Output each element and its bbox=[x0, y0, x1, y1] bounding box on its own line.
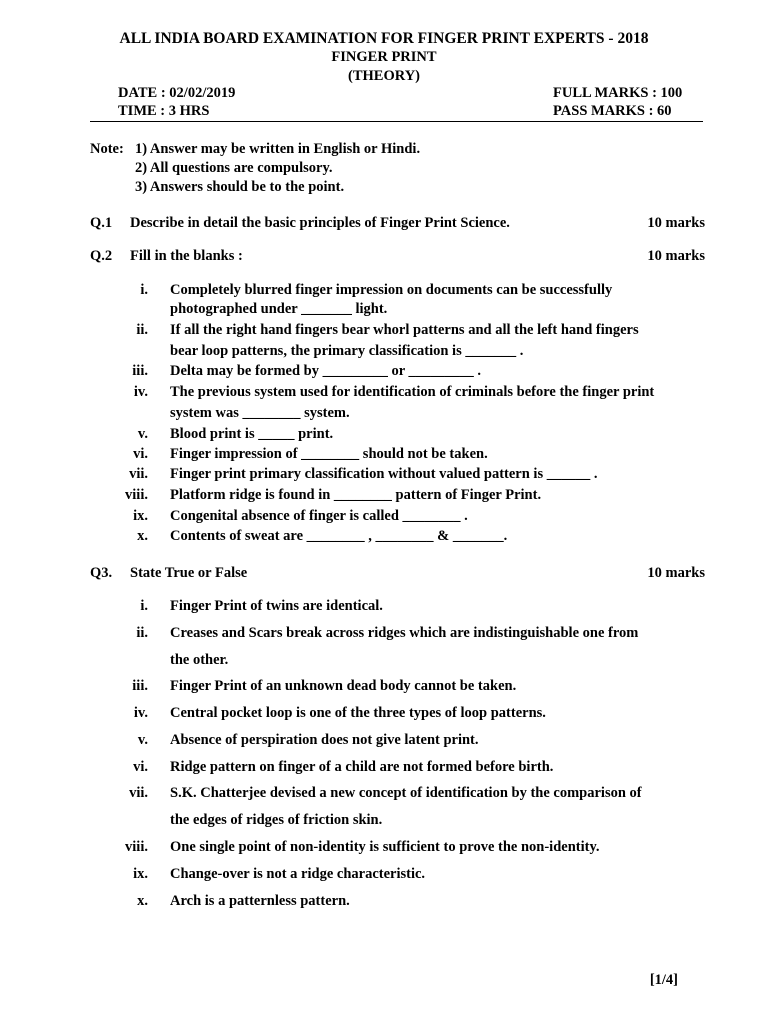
q2-item-number: i. bbox=[140, 282, 148, 298]
exam-title: ALL INDIA BOARD EXAMINATION FOR FINGER PRINT EXPERTS - 2018 bbox=[119, 30, 649, 47]
q2-number: Q.2 bbox=[90, 248, 113, 264]
q2-item-text: Delta may be formed by _________ or _________ . bbox=[170, 363, 482, 379]
q2-item-text: system was ________ system. bbox=[170, 405, 350, 421]
q3-item-number: iv. bbox=[133, 705, 148, 721]
q2-item-text: photographed under _______ light. bbox=[170, 301, 388, 317]
q3-marks: 10 marks bbox=[647, 565, 705, 581]
q2-item-text: Platform ridge is found in ________ pattern of Finger Print. bbox=[170, 487, 542, 503]
q2-item-number: viii. bbox=[125, 487, 148, 503]
q3-item-text: Arch is a patternless pattern. bbox=[170, 893, 350, 909]
q2-item-number: v. bbox=[137, 426, 148, 442]
q3-item-text: the other. bbox=[170, 652, 229, 668]
q2-item-number: ix. bbox=[133, 508, 148, 524]
q1-marks: 10 marks bbox=[647, 215, 705, 231]
q2-item-number: x. bbox=[137, 528, 148, 544]
note-item-2: 2) All questions are compulsory. bbox=[135, 160, 333, 176]
q3-item-number: x. bbox=[137, 893, 148, 909]
subject-title: FINGER PRINT bbox=[331, 49, 437, 65]
header-divider bbox=[90, 121, 703, 122]
q2-item-number: iv. bbox=[133, 384, 148, 400]
exam-date: DATE : 02/02/2019 bbox=[118, 85, 236, 101]
q2-text: Fill in the blanks : bbox=[130, 248, 243, 264]
q3-item-text: the edges of ridges of friction skin. bbox=[170, 812, 383, 828]
q3-item-text: Creases and Scars break across ridges which are indistinguishable one from bbox=[170, 625, 639, 641]
q2-item-number: vii. bbox=[129, 466, 148, 482]
q2-item-text: Congenital absence of finger is called ________ . bbox=[170, 508, 468, 524]
q3-text: State True or False bbox=[130, 565, 248, 581]
note-item-1: 1) Answer may be written in English or Hindi. bbox=[135, 141, 421, 157]
q2-item-text: If all the right hand fingers bear whorl patterns and all the left hand fingers bbox=[170, 322, 639, 338]
q1-text: Describe in detail the basic principles of Finger Print Science. bbox=[130, 215, 510, 231]
q3-item-text: Finger Print of twins are identical. bbox=[170, 598, 383, 614]
q3-item-text: Absence of perspiration does not give latent print. bbox=[170, 732, 479, 748]
q3-item-number: i. bbox=[140, 598, 148, 614]
q2-item-text: Finger print primary classification without valued pattern is ______ . bbox=[170, 466, 598, 482]
q3-item-number: vii. bbox=[129, 785, 148, 801]
q2-item-text: Contents of sweat are ________ , ________ & _______. bbox=[170, 528, 508, 544]
note-item-3: 3) Answers should be to the point. bbox=[135, 179, 345, 195]
q3-item-text: S.K. Chatterjee devised a new concept of identification by the comparison of bbox=[170, 785, 642, 801]
q2-item-text: The previous system used for identification of criminals before the finger print bbox=[170, 384, 655, 400]
q3-item-number: viii. bbox=[125, 839, 148, 855]
q3-item-text: Finger Print of an unknown dead body cannot be taken. bbox=[170, 678, 517, 694]
exam-time: TIME : 3 HRS bbox=[118, 103, 210, 119]
q2-item-text: bear loop patterns, the primary classification is _______ . bbox=[170, 343, 524, 359]
q3-item-number: vi. bbox=[133, 759, 148, 775]
q3-item-number: v. bbox=[137, 732, 148, 748]
page-number: [1/4] bbox=[649, 972, 678, 988]
note-label: Note: bbox=[90, 141, 124, 157]
q3-item-number: ix. bbox=[133, 866, 148, 882]
q1-number: Q.1 bbox=[90, 215, 113, 231]
q3-item-number: ii. bbox=[136, 625, 148, 641]
q3-number: Q3. bbox=[90, 565, 113, 581]
q3-item-text: Central pocket loop is one of the three types of loop patterns. bbox=[170, 705, 546, 721]
q2-item-text: Blood print is _____ print. bbox=[170, 426, 334, 442]
q2-item-text: Completely blurred finger impression on documents can be successfully bbox=[170, 282, 613, 298]
q2-item-number: ii. bbox=[136, 322, 148, 338]
q2-item-text: Finger impression of ________ should not be taken. bbox=[170, 446, 488, 462]
q3-item-text: One single point of non-identity is sufficient to prove the non-identity. bbox=[170, 839, 600, 855]
q3-item-text: Ridge pattern on finger of a child are not formed before birth. bbox=[170, 759, 554, 775]
q3-item-number: iii. bbox=[132, 678, 148, 694]
q3-item-text: Change-over is not a ridge characteristic. bbox=[170, 866, 426, 882]
pass-marks: PASS MARKS : 60 bbox=[553, 103, 672, 119]
q2-marks: 10 marks bbox=[647, 248, 705, 264]
q2-item-number: iii. bbox=[132, 363, 148, 379]
full-marks: FULL MARKS : 100 bbox=[553, 85, 683, 101]
q2-item-number: vi. bbox=[133, 446, 148, 462]
paper-type: (THEORY) bbox=[348, 68, 420, 84]
